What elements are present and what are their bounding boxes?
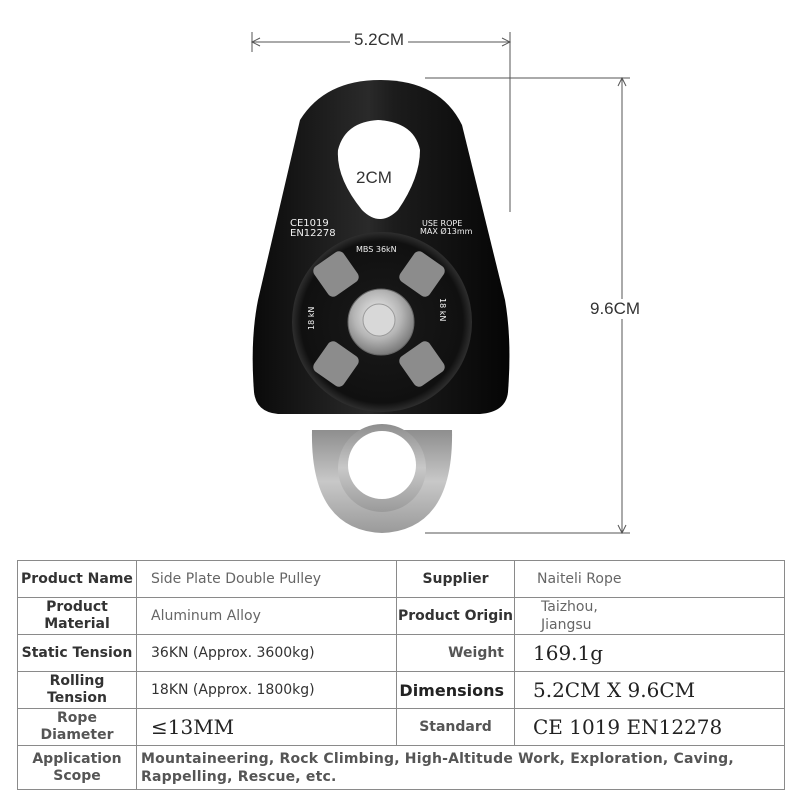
- attachment-ring: [312, 424, 452, 533]
- origin-label: Product Origin: [397, 598, 515, 635]
- right-rating-mark: 18 kN: [438, 298, 447, 322]
- rope-diameter-label: Rope Diameter: [18, 709, 137, 746]
- weight-value: 169.1g: [515, 635, 785, 672]
- ce-mark: CE1019: [290, 218, 329, 229]
- hole-dimension-label: 2CM: [356, 168, 392, 187]
- supplier-value: Naiteli Rope: [515, 561, 785, 598]
- rolling-tension-label: Rolling Tension: [18, 672, 137, 709]
- left-rating-mark: 18 kN: [307, 306, 316, 330]
- static-tension-value: 36KN (Approx. 3600kg): [137, 635, 397, 672]
- table-row: [18, 672, 785, 709]
- mbs-mark: MBS 36kN: [356, 245, 397, 254]
- material-label: Product Material: [18, 598, 137, 635]
- static-tension-label: Static Tension: [18, 635, 137, 672]
- table-row: [18, 598, 785, 635]
- material-value: Aluminum Alloy: [137, 598, 397, 635]
- standard-label: Standard: [397, 709, 515, 746]
- rolling-tension-value: 18KN (Approx. 1800kg): [137, 672, 397, 709]
- en-mark: EN12278: [290, 228, 336, 239]
- supplier-label: Supplier: [397, 561, 515, 598]
- weight-label: Weight: [397, 635, 515, 672]
- table-row: [18, 709, 785, 746]
- dimensions-label: Dimensions: [397, 672, 515, 709]
- origin-value: [515, 598, 785, 635]
- use-rope-mark: USE ROPE: [422, 219, 463, 228]
- product-name-label: Product Name: [18, 561, 137, 598]
- width-dimension-label: 5.2CM: [350, 30, 408, 50]
- rope-diameter-value: ≤13MM: [137, 709, 397, 746]
- product-name-value: Side Plate Double Pulley: [137, 561, 397, 598]
- origin-value-text: Taizhou, Jiangsu: [541, 599, 598, 633]
- application-label: Application Scope: [18, 746, 137, 790]
- application-value: Mountaineering, Rock Climbing, High-Altitude Work, Exploration, Caving, Rappelling, Rescue, etc.: [137, 746, 785, 790]
- spec-table: [17, 560, 785, 790]
- table-row: [18, 635, 785, 672]
- height-dimension-label: 9.6CM: [586, 299, 644, 319]
- axle-bolt: [363, 304, 395, 336]
- standard-value: CE 1019 EN12278: [515, 709, 785, 746]
- table-row: [18, 746, 785, 790]
- dimensions-value: 5.2CM X 9.6CM: [515, 672, 785, 709]
- table-row: [18, 561, 785, 598]
- max-rope-mark: MAX Ø13mm: [420, 227, 473, 236]
